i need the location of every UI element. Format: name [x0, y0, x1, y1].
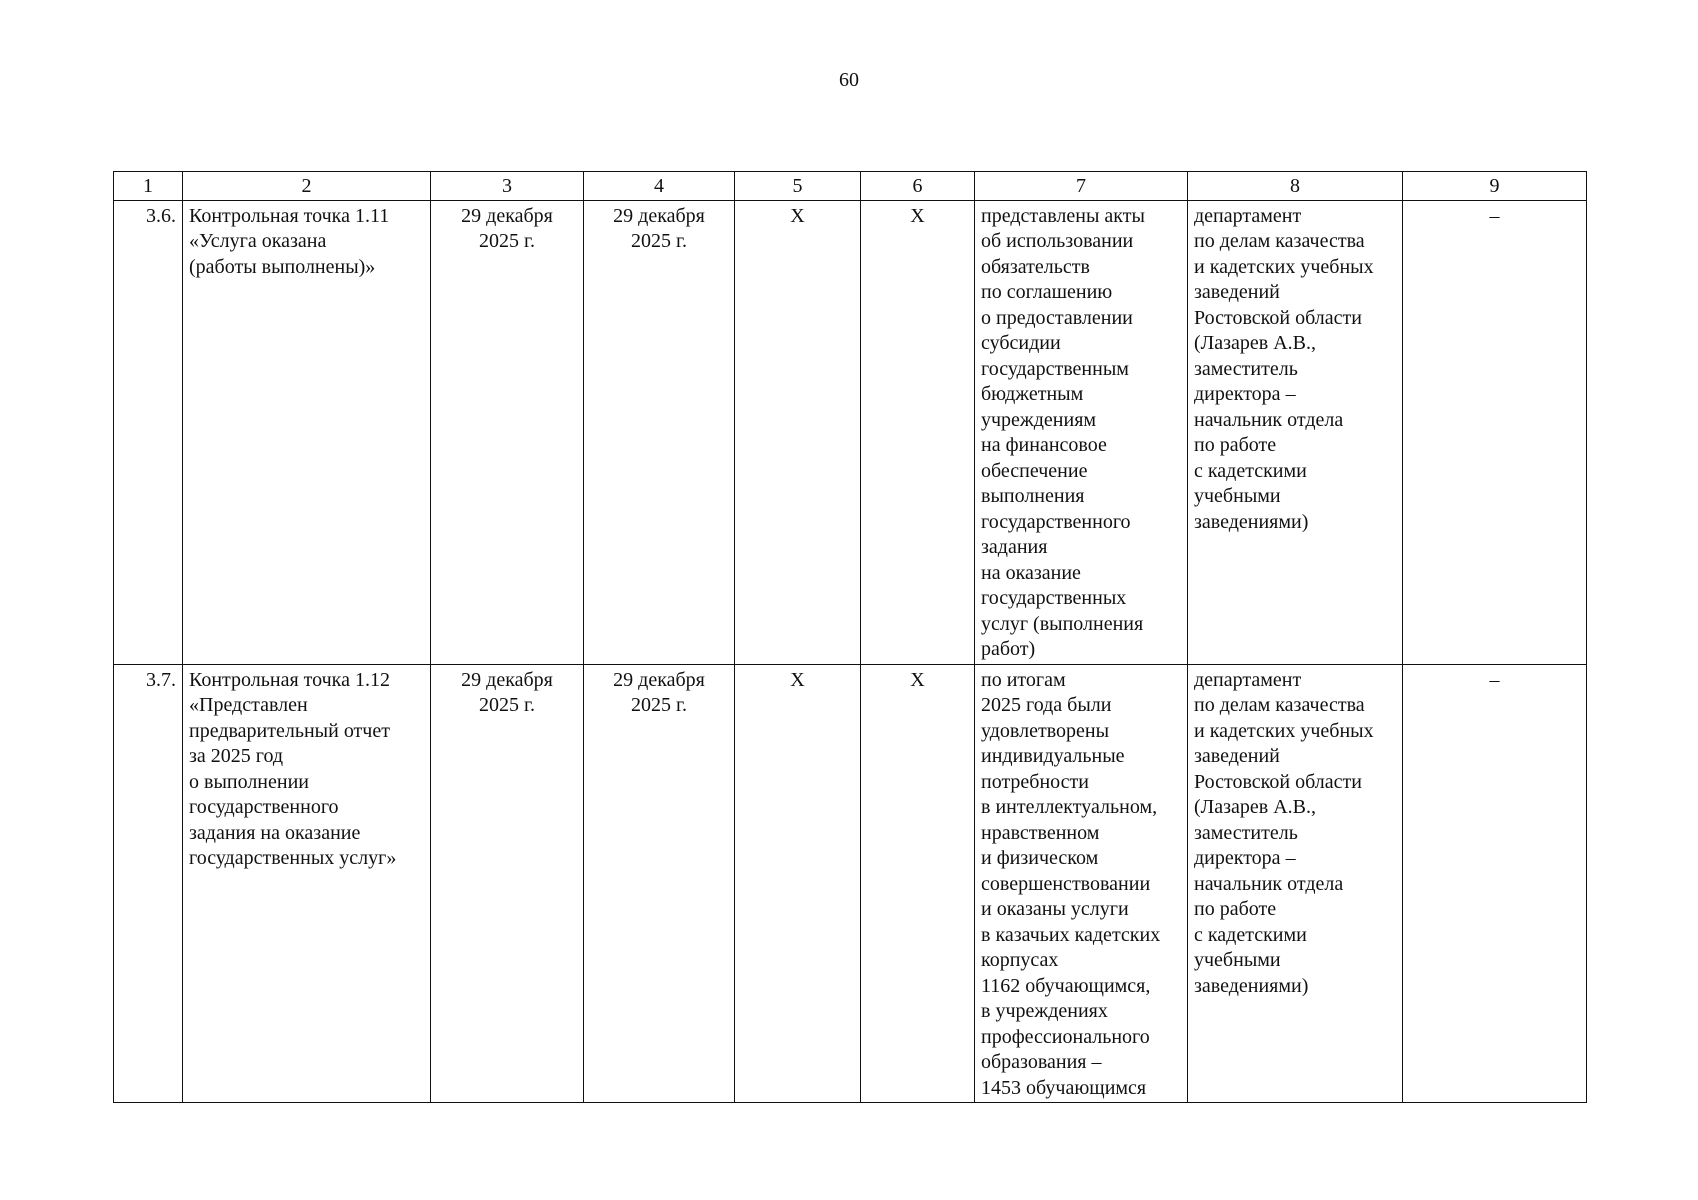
text-line: Ростовской области	[1194, 770, 1362, 793]
text-line: задания	[981, 536, 1048, 558]
text-line: (Лазарев А.В.,	[1194, 332, 1316, 354]
text-line: государственного	[189, 796, 339, 818]
text-line: по соглашению	[981, 281, 1113, 303]
text-line: 29 декабря	[461, 668, 553, 691]
column-header: 1	[114, 172, 183, 201]
table-row	[114, 200, 1587, 664]
text-line: и кадетских учебных	[1194, 255, 1374, 278]
text-line: в казачьих кадетских	[981, 923, 1161, 946]
text-line: бюджетным	[981, 383, 1084, 405]
text-line: по работе	[1194, 898, 1277, 920]
text-line: заведений	[1194, 745, 1280, 767]
text-line: обязательств	[981, 255, 1090, 278]
text-line: директора –	[1194, 847, 1296, 869]
text-line: за 2025 год	[189, 745, 284, 767]
column-6-cell: Х	[861, 200, 975, 664]
row-number-cell: 3.7.	[114, 664, 183, 1103]
text-line: учебными	[1194, 949, 1281, 971]
text-line: услуг (выполнения	[981, 612, 1144, 635]
text-line: 29 декабря	[461, 204, 553, 227]
text-line: об использовании	[981, 230, 1134, 252]
text-line: выполнения	[981, 485, 1085, 507]
end-date-cell	[584, 200, 735, 664]
column-header: 3	[431, 172, 584, 201]
text-line: по работе	[1194, 434, 1277, 456]
text-line: 1162 обучающимся,	[981, 974, 1151, 997]
text-line: о выполнении	[189, 770, 309, 793]
column-6-cell: Х	[861, 664, 975, 1103]
text-line: государственных услуг»	[189, 847, 397, 869]
column-5-cell: Х	[735, 664, 861, 1103]
page-number: 60	[839, 69, 859, 91]
text-line: с кадетскими	[1194, 923, 1307, 946]
text-line: государственным	[981, 357, 1129, 380]
text-line: 29 декабря	[613, 668, 705, 691]
text-line: на финансовое	[981, 434, 1107, 456]
text-line: задания на оказание	[189, 821, 361, 844]
responsible-cell	[1188, 664, 1403, 1103]
text-line: заместитель	[1194, 357, 1298, 380]
text-line: государственных	[981, 587, 1127, 609]
text-line: по делам казачества	[1194, 694, 1365, 716]
text-line: в учреждениях	[981, 1000, 1108, 1022]
text-line: 1453 обучающимся	[981, 1076, 1147, 1099]
text-line: по итогам	[981, 668, 1066, 691]
result-cell	[975, 664, 1188, 1103]
row-number-cell: 3.6.	[114, 200, 183, 664]
start-date-cell	[431, 664, 584, 1103]
table-row	[114, 664, 1587, 1103]
column-header: 2	[183, 172, 431, 201]
text-line: 29 декабря	[613, 204, 705, 227]
text-line: учебными	[1194, 485, 1281, 507]
column-5-cell: Х	[735, 200, 861, 664]
text-line: с кадетскими	[1194, 459, 1307, 482]
text-line: (Лазарев А.В.,	[1194, 796, 1316, 818]
text-line: департамент	[1194, 204, 1302, 227]
text-line: 2025 г.	[631, 694, 687, 716]
text-line: удовлетворены	[981, 719, 1110, 742]
text-line: заведениями)	[1194, 974, 1309, 997]
text-line: 2025 года были	[981, 694, 1112, 716]
text-line: 2025 г.	[631, 230, 687, 252]
text-line: в интеллектуальном,	[981, 796, 1158, 818]
text-line: предварительный отчет	[189, 719, 390, 742]
text-line: корпусах	[981, 949, 1059, 971]
text-line: обеспечение	[981, 459, 1088, 482]
column-header: 6	[861, 172, 975, 201]
text-line: Контрольная точка 1.12	[189, 668, 390, 691]
text-line: государственного	[981, 510, 1131, 533]
text-line: департамент	[1194, 668, 1302, 691]
text-line: заместитель	[1194, 821, 1298, 844]
text-line: 2025 г.	[479, 694, 535, 716]
result-cell	[975, 200, 1188, 664]
text-line: образования –	[981, 1051, 1102, 1073]
text-line: по делам казачества	[1194, 230, 1365, 252]
text-line: совершенствовании	[981, 872, 1151, 895]
text-line: индивидуальные	[981, 745, 1125, 767]
text-line: «Услуга оказана	[189, 230, 327, 252]
text-line: и физическом	[981, 847, 1099, 869]
text-line: начальник отдела	[1194, 872, 1344, 895]
text-line: и оказаны услуги	[981, 898, 1129, 920]
text-line: Ростовской области	[1194, 306, 1362, 329]
text-line: на оказание	[981, 561, 1081, 584]
control-point-name-cell	[183, 200, 431, 664]
start-date-cell	[431, 200, 584, 664]
text-line: субсидии	[981, 332, 1061, 354]
text-line: заведениями)	[1194, 510, 1309, 533]
column-header: 8	[1188, 172, 1403, 201]
text-line: учреждениям	[981, 408, 1097, 431]
end-date-cell	[584, 664, 735, 1103]
text-line: профессионального	[981, 1025, 1150, 1048]
text-line: представлены акты	[981, 204, 1145, 227]
column-header: 5	[735, 172, 861, 201]
text-line: и кадетских учебных	[1194, 719, 1374, 742]
column-header: 4	[584, 172, 735, 201]
text-line: «Представлен	[189, 694, 308, 716]
header-row	[114, 172, 1587, 201]
text-line: начальник отдела	[1194, 408, 1344, 431]
text-line: 2025 г.	[479, 230, 535, 252]
text-line: о предоставлении	[981, 306, 1133, 329]
column-header: 7	[975, 172, 1188, 201]
responsible-cell	[1188, 200, 1403, 664]
column-9-cell: –	[1403, 200, 1587, 664]
text-line: (работы выполнены)»	[189, 255, 376, 278]
text-line: работ)	[981, 638, 1036, 660]
control-point-name-cell	[183, 664, 431, 1103]
control-points-table	[113, 171, 1587, 1103]
text-line: Контрольная точка 1.11	[189, 204, 390, 227]
column-header: 9	[1403, 172, 1587, 201]
text-line: директора –	[1194, 383, 1296, 405]
text-line: потребности	[981, 770, 1089, 793]
column-9-cell: –	[1403, 664, 1587, 1103]
text-line: нравственном	[981, 821, 1100, 844]
text-line: заведений	[1194, 281, 1280, 303]
